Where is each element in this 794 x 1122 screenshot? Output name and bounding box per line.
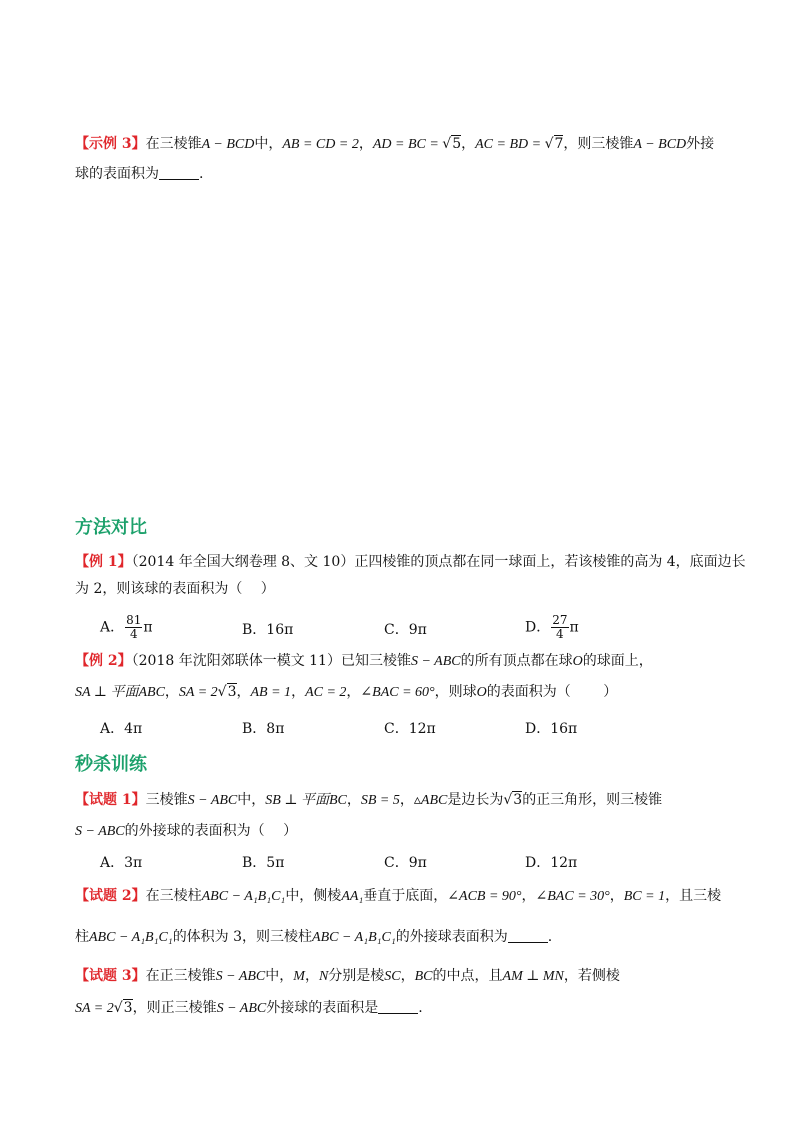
denominator: 4 xyxy=(129,627,138,641)
pi: π xyxy=(143,619,153,636)
text: ， xyxy=(236,684,251,700)
text: 外接 xyxy=(686,136,715,152)
label: D． xyxy=(525,619,551,636)
math: S − ABC xyxy=(75,824,125,839)
answer-blank xyxy=(508,928,548,943)
text: 在三棱柱 xyxy=(145,888,202,904)
text: . xyxy=(199,166,204,182)
sqrt: 3 xyxy=(123,1000,133,1016)
denominator: 4 xyxy=(556,627,564,641)
example3-tag: 【示例 3】 xyxy=(75,136,146,152)
q1-option-a: A．3π xyxy=(100,855,143,871)
text: 的表面积为（ ） xyxy=(486,684,618,700)
label: A． xyxy=(100,619,125,636)
text: . xyxy=(547,929,553,945)
math: ▵ABC xyxy=(413,793,448,808)
math: ABC − A₁B₁C₁ xyxy=(201,889,286,904)
text: 中， xyxy=(237,792,266,808)
section-method-heading: 方法对比 xyxy=(75,517,147,538)
text: ， xyxy=(521,888,536,904)
numerator: 27 xyxy=(552,613,568,627)
answer-blank xyxy=(159,165,199,180)
ex1-option-d xyxy=(525,614,579,641)
text: 柱 xyxy=(75,929,89,945)
math: BC = 1 xyxy=(623,889,666,904)
text: 在三棱锥 xyxy=(145,136,202,152)
fraction xyxy=(551,614,568,641)
text: 球的表面积为 xyxy=(75,166,159,182)
text: . xyxy=(418,1000,423,1016)
math: SA ⊥ 平面ABC xyxy=(75,685,165,700)
text: ，则三棱锥 xyxy=(563,136,634,152)
math: S − ABC xyxy=(187,793,238,808)
ex2-options xyxy=(100,718,660,742)
section-train-heading: 秒杀训练 xyxy=(75,754,147,775)
numerator: 81 xyxy=(126,613,142,627)
ex1-option-b: B．16π xyxy=(242,622,294,638)
math: S − ABC xyxy=(215,969,266,984)
math: SA = 2 xyxy=(178,685,218,700)
example3-line1: 【示例 3】在三棱锥A − BCD中，AB = CD = 2，AD = BC = √5，AC = BD = √7，则三棱锥A − BCD外接 xyxy=(75,136,715,152)
ex2-line2: SA ⊥ 平面ABC，SA = 2√3，AB = 1，AC = 2，∠BAC = 60°，则球O的表面积为（ ） xyxy=(75,684,618,700)
ex2-option-c: C．12π xyxy=(384,721,436,737)
math: O xyxy=(572,654,583,669)
ex1-options xyxy=(100,612,660,641)
math: S − ABC xyxy=(216,1001,267,1016)
text: （2014 年全国大纲卷理 8、文 10）正四棱锥的顶点都在同一球面上，若该棱锥的高为 4，底面边长 xyxy=(131,554,746,570)
q3-line2: SA = 2√3，则正三棱锥S − ABC外接球的表面积是 . xyxy=(75,1000,423,1016)
math: SC xyxy=(384,969,401,984)
text: 的中点，且 xyxy=(432,968,503,984)
q1-line2 xyxy=(75,821,734,842)
text: ， xyxy=(346,792,361,808)
text: ， xyxy=(164,684,179,700)
text: ， xyxy=(609,888,624,904)
ex1-line2 xyxy=(75,579,734,599)
text: 的所有顶点都在球 xyxy=(460,653,573,669)
q3-tag: 【试题 3】 xyxy=(75,968,146,984)
math: S − ABC xyxy=(410,654,461,669)
text: 在正三棱锥 xyxy=(145,968,216,984)
text: 垂直于底面， xyxy=(363,888,448,904)
math: AB = CD = 2 xyxy=(282,137,359,152)
math: SB = 5 xyxy=(360,793,400,808)
text: ， xyxy=(358,136,373,152)
q1-options xyxy=(100,852,660,876)
text: ， xyxy=(304,968,319,984)
text: （2018 年沈阳郊联体一模文 11）已知三棱锥 xyxy=(131,653,411,669)
text: 三棱锥 xyxy=(145,792,188,808)
q2-line2 xyxy=(75,927,734,948)
q1-line1: 【试题 1】三棱锥S − ABC中，SB ⊥ 平面BC，SB = 5，▵ABC是边长为√3的正三角形，则三棱锥 xyxy=(75,792,663,808)
ex1-option-c: C．9π xyxy=(384,622,427,638)
math: SA = 2 xyxy=(75,1001,114,1016)
text: ， xyxy=(399,792,414,808)
text: 分别是棱 xyxy=(328,968,385,984)
q1-tag: 【试题 1】 xyxy=(75,792,146,808)
math: N xyxy=(318,969,329,984)
sqrt: 3 xyxy=(513,792,523,808)
sqrt: 7 xyxy=(554,136,564,152)
text: ， xyxy=(400,968,415,984)
q2-tag: 【试题 2】 xyxy=(75,888,146,904)
math: AA₁ xyxy=(341,889,364,904)
ex2-tag: 【例 2】 xyxy=(75,653,132,669)
text: 的正三角形，则三棱锥 xyxy=(522,792,663,808)
text: ，若侧棱 xyxy=(563,968,620,984)
math: M xyxy=(293,969,305,984)
text: 的外接球的表面积为（ ） xyxy=(124,823,298,839)
text: 中， xyxy=(254,136,283,152)
math: AM ⊥ MN xyxy=(502,969,564,984)
text: 为 2，则该球的表面积为（ ） xyxy=(75,581,275,597)
sqrt: 3 xyxy=(227,684,237,700)
text: 的外接球表面积为 xyxy=(395,929,508,945)
math: A − BCD xyxy=(201,137,255,152)
math: AC = BD = xyxy=(475,137,545,152)
ex1-line1 xyxy=(75,552,746,572)
text: ，则正三棱锥 xyxy=(132,1000,217,1016)
pi: π xyxy=(569,619,579,636)
math: SB ⊥ 平面BC xyxy=(265,793,347,808)
math: A − BCD xyxy=(633,137,687,152)
ex1-option-a xyxy=(100,614,153,641)
math: AD = BC = xyxy=(372,137,443,152)
math: ∠ACB = 90° xyxy=(447,889,522,904)
text: 的体积为 3，则三棱柱 xyxy=(172,929,313,945)
ex2-option-d: D．16π xyxy=(525,721,578,737)
example3-line2 xyxy=(75,164,734,184)
math: ABC − A₁B₁C₁ xyxy=(312,930,396,945)
q1-option-c: C．9π xyxy=(384,855,427,871)
text: 的球面上， xyxy=(582,653,653,669)
math: ∠BAC = 60° xyxy=(360,685,435,700)
q1-option-b: B．5π xyxy=(242,855,285,871)
fraction xyxy=(125,614,142,641)
q3-line1 xyxy=(75,966,734,987)
text: ， xyxy=(461,136,476,152)
text: ， xyxy=(346,684,361,700)
ex2-line1 xyxy=(75,651,734,672)
text: ， xyxy=(291,684,306,700)
math: ABC − A₁B₁C₁ xyxy=(89,930,173,945)
math: BC xyxy=(414,969,433,984)
math: ∠BAC = 30° xyxy=(535,889,610,904)
math: AB = 1 xyxy=(250,685,292,700)
text: 中，侧棱 xyxy=(285,888,342,904)
text: 外接球的表面积是 xyxy=(266,1000,379,1016)
answer-blank xyxy=(378,999,418,1014)
q2-line1 xyxy=(75,886,734,907)
ex1-tag: 【例 1】 xyxy=(75,554,132,570)
text: ，则球 xyxy=(434,684,477,700)
math: O xyxy=(476,685,487,700)
text: 是边长为 xyxy=(447,792,504,808)
math: AC = 2 xyxy=(305,685,347,700)
q1-option-d: D．12π xyxy=(525,855,578,871)
ex2-option-a: A．4π xyxy=(100,721,143,737)
text: 中， xyxy=(265,968,294,984)
sqrt: 5 xyxy=(452,136,462,152)
text: ，且三棱 xyxy=(665,888,722,904)
ex2-option-b: B．8π xyxy=(242,721,285,737)
